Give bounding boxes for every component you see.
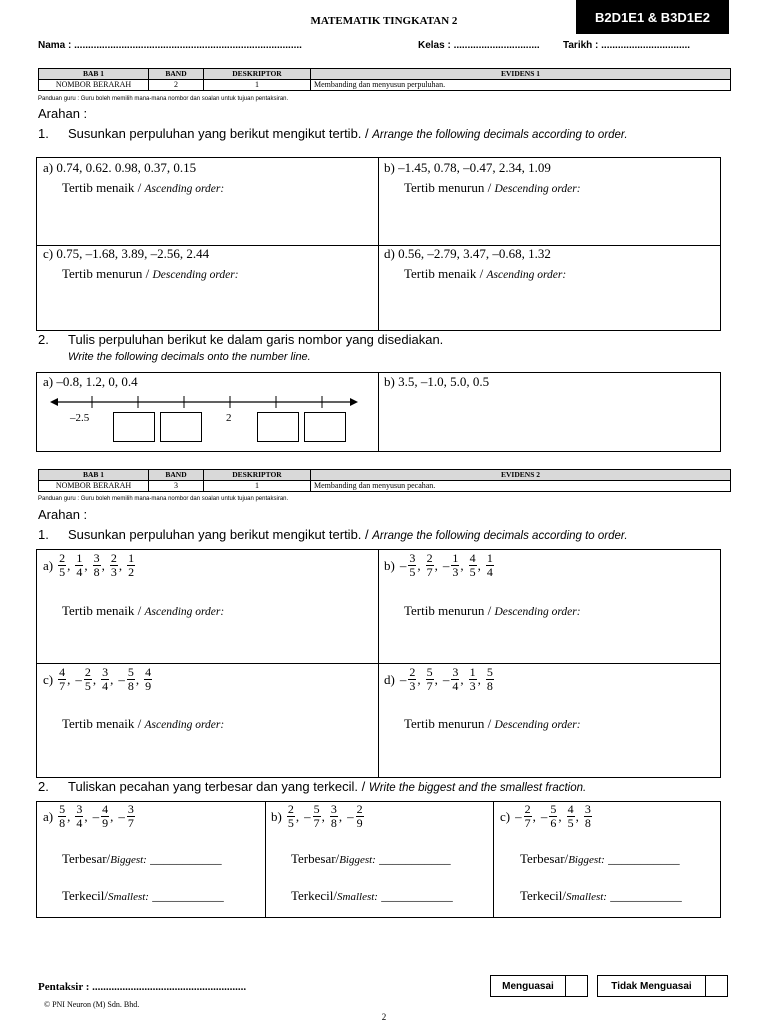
order-instruction: Tertib menurun / Descending order:	[404, 603, 581, 618]
fraction	[127, 552, 135, 579]
question-label: d)	[384, 671, 395, 687]
answer-box[interactable]	[160, 412, 202, 442]
checkbox-cell[interactable]	[565, 976, 587, 996]
minus-sign: –	[442, 671, 450, 687]
denominator: 7	[59, 679, 66, 693]
denominator: 2	[128, 565, 135, 579]
numerator: 5	[313, 802, 320, 816]
fraction	[524, 803, 532, 830]
order-instruction: Tertib menurun / Descending order:	[62, 266, 239, 281]
answer-box[interactable]	[113, 412, 155, 442]
separator: ,	[67, 671, 71, 687]
fraction-question-c	[43, 666, 153, 693]
fraction	[58, 803, 66, 830]
fraction	[451, 552, 459, 579]
fraction-question-d	[384, 666, 495, 693]
fraction	[408, 666, 416, 693]
page-title: MATEMATIK TINGKATAN 2	[310, 15, 458, 27]
numerator: 3	[93, 551, 100, 565]
grid-divider	[378, 372, 379, 452]
denominator: 7	[524, 816, 531, 830]
numerator: 3	[76, 802, 83, 816]
denominator: 8	[584, 816, 591, 830]
tick-label: 2	[226, 412, 232, 424]
minus-sign: –	[442, 557, 450, 573]
fraction	[58, 552, 66, 579]
minus-sign: –	[118, 671, 125, 687]
order-instruction: Tertib menaik / Ascending order:	[62, 716, 225, 731]
band-header-band: BAND	[149, 69, 204, 80]
separator: ,	[477, 671, 481, 687]
minus-sign: –	[75, 671, 82, 687]
grid-divider	[265, 801, 266, 918]
denominator: 9	[145, 679, 152, 693]
band-header-evidens: EVIDENS 2	[311, 470, 731, 481]
fraction	[313, 803, 321, 830]
question-1	[38, 126, 628, 141]
denominator: 7	[127, 816, 134, 830]
band-cell-topic: NOMBOR BERARAH	[39, 80, 149, 91]
numerator: 2	[110, 551, 117, 565]
nama-field: Nama : ..................................................................................	[38, 40, 302, 51]
fraction	[356, 803, 364, 830]
numerator: 4	[102, 802, 109, 816]
fraction-question-a	[43, 552, 136, 579]
fraction	[408, 552, 416, 579]
kelas-field: Kelas : ...............................	[418, 40, 540, 51]
separator: ,	[434, 557, 438, 573]
biggest-smallest-question-a	[43, 803, 136, 830]
denominator: 5	[84, 679, 91, 693]
numerator: 2	[287, 802, 294, 816]
band-table-2	[38, 469, 731, 492]
band-cell-evidence: Membanding dan menyusun perpuluhan.	[311, 80, 731, 91]
denominator: 8	[486, 679, 493, 693]
fraction	[101, 666, 109, 693]
band-header-bab: BAB 1	[39, 470, 149, 481]
numerator: 1	[486, 551, 493, 565]
order-instruction: Tertib menurun / Descending order:	[404, 716, 581, 731]
question-label: b)	[271, 808, 282, 824]
decimal-values: 0.74, 0.62. 0.98, 0.37, 0.15	[56, 160, 197, 175]
denominator: 9	[356, 816, 363, 830]
separator: ,	[575, 808, 579, 824]
separator: ,	[558, 808, 562, 824]
separator: ,	[135, 671, 140, 687]
separator: ,	[434, 671, 438, 687]
fraction	[549, 803, 557, 830]
band-cell-evidence: Membanding dan menyusun pecahan.	[311, 481, 731, 492]
order-instruction: Tertib menaik / Ascending order:	[404, 266, 567, 281]
denominator: 3	[452, 565, 459, 579]
numerator: 5	[550, 802, 557, 816]
numerator: 2	[409, 665, 416, 679]
grid-divider	[378, 157, 379, 331]
decimal-question-d	[384, 246, 551, 262]
numerator: 4	[145, 665, 152, 679]
numerator: 4	[59, 665, 66, 679]
separator: ,	[295, 808, 300, 824]
numerator: 4	[469, 551, 476, 565]
denominator: 6	[550, 816, 557, 830]
denominator: 4	[486, 565, 493, 579]
denominator: 5	[409, 565, 416, 579]
numerator: 1	[76, 551, 83, 565]
fraction	[486, 552, 494, 579]
denominator: 3	[110, 565, 117, 579]
numerator: 2	[426, 551, 433, 565]
band-header-deskriptor: DESKRIPTOR	[204, 69, 311, 80]
numerator: 5	[426, 665, 433, 679]
separator: ,	[321, 808, 325, 824]
numerator: 3	[409, 551, 416, 565]
denominator: 3	[469, 679, 476, 693]
numerator: 5	[59, 802, 66, 816]
denominator: 8	[59, 816, 66, 830]
denominator: 5	[59, 565, 66, 579]
smallest-line: Terkecil/Smallest: ___________	[291, 888, 453, 903]
fraction	[426, 666, 434, 693]
denominator: 8	[93, 565, 100, 579]
band-cell-descriptor: 1	[204, 80, 311, 91]
separator: ,	[67, 808, 71, 824]
order-instruction: Tertib menurun / Descending order:	[404, 180, 581, 195]
fraction	[584, 803, 592, 830]
fraction	[75, 803, 83, 830]
page-number: 2	[381, 1012, 387, 1022]
minus-sign: –	[540, 808, 548, 824]
fraction	[451, 666, 459, 693]
numerator: 2	[356, 802, 363, 816]
numerator: 3	[127, 802, 134, 816]
number-line-question-a: a) –0.8, 1.2, 0, 0.4	[43, 374, 138, 389]
menguasai-checkbox[interactable]	[490, 975, 588, 997]
question-label: c)	[43, 671, 54, 687]
worksheet-code-badge: B2D1E1 & B3D1E2	[576, 0, 729, 34]
fraction	[144, 666, 152, 693]
teacher-note: Panduan guru : Guru boleh memilih mana-mana nombor dan soalan untuk tujuan pentaksiran.	[38, 96, 289, 102]
denominator: 8	[127, 679, 134, 693]
minus-sign: –	[304, 808, 311, 824]
numerator: 2	[84, 665, 91, 679]
instructions-heading: Arahan :	[38, 106, 88, 121]
band-table-1	[38, 68, 731, 91]
question-label: d)	[384, 246, 395, 261]
denominator: 5	[567, 816, 574, 830]
copyright: © PNI Neuron (M) Sdn. Bhd.	[44, 1000, 140, 1009]
numerator: 3	[102, 665, 109, 679]
decimal-values: 0.56, –2.79, 3.47, –0.68, 1.32	[398, 246, 551, 261]
decimal-question-b	[384, 160, 551, 176]
number-line-question-b: b) 3.5, –1.0, 5.0, 0.5	[384, 374, 490, 389]
band-cell-topic: NOMBOR BERARAH	[39, 481, 149, 492]
denominator: 5	[469, 565, 476, 579]
separator: ,	[101, 557, 105, 573]
numerator: 5	[127, 665, 134, 679]
denominator: 7	[426, 679, 433, 693]
separator: ,	[417, 671, 421, 687]
separator: ,	[84, 557, 88, 573]
answer-box[interactable]	[257, 412, 299, 442]
instructions-heading: Arahan :	[38, 507, 88, 522]
order-instruction: Tertib menaik / Ascending order:	[62, 180, 225, 195]
question-label: c)	[43, 246, 54, 261]
fraction	[469, 666, 477, 693]
decimal-question-c	[43, 246, 209, 262]
numerator: 2	[59, 551, 66, 565]
question-text-ms: Susunkan perpuluhan yang berikut mengikut tertib. /	[68, 126, 373, 141]
fraction	[127, 803, 135, 830]
biggest-line: Terbesar/Biggest: ___________	[291, 851, 451, 866]
minus-sign: –	[399, 557, 407, 573]
assessor-field: Pentaksir : ........................................................	[38, 981, 247, 993]
fraction	[469, 552, 477, 579]
fraction	[127, 666, 135, 693]
question-label: a)	[43, 160, 54, 175]
biggest-line: Terbesar/Biggest: ___________	[62, 851, 222, 866]
denominator: 8	[330, 816, 337, 830]
numerator: 2	[524, 802, 531, 816]
separator: ,	[118, 557, 123, 573]
band-header-band: BAND	[149, 470, 204, 481]
band-header-evidens: EVIDENS 1	[311, 69, 731, 80]
question-label: b)	[384, 557, 395, 573]
question-label: b)	[384, 160, 395, 175]
minus-sign: –	[92, 808, 100, 824]
menguasai-label: Menguasai	[502, 980, 554, 992]
minus-sign: –	[399, 671, 407, 687]
answer-box[interactable]	[304, 412, 346, 442]
separator: ,	[417, 557, 421, 573]
grid-divider	[36, 663, 721, 664]
biggest-smallest-question-c	[500, 803, 593, 830]
fraction-question-b	[384, 552, 495, 579]
numerator: 3	[330, 802, 337, 816]
separator: ,	[110, 671, 114, 687]
question-label: a)	[43, 557, 54, 573]
fraction	[101, 803, 109, 830]
fraction	[93, 552, 101, 579]
tidak-menguasai-label: Tidak Menguasai	[611, 980, 692, 992]
separator: ,	[67, 557, 71, 573]
denominator: 4	[452, 679, 459, 693]
checkbox-cell[interactable]	[705, 976, 727, 996]
number-line	[50, 392, 360, 412]
minus-sign: –	[515, 808, 522, 824]
question-2-fractions: 2. Tuliskan pecahan yang terbesar dan yang terkecil. / Write the biggest and the smallest fraction.	[38, 779, 587, 794]
fraction	[287, 803, 295, 830]
separator: ,	[532, 808, 536, 824]
teacher-note: Panduan guru : Guru boleh memilih mana-mana nombor dan soalan untuk tujuan pentaksiran.	[38, 496, 289, 502]
denominator: 5	[287, 816, 294, 830]
separator: ,	[92, 671, 97, 687]
grid-divider	[493, 801, 494, 918]
numerator: 5	[486, 665, 493, 679]
arrow-left-icon	[50, 398, 58, 406]
fraction	[84, 666, 92, 693]
question-number: 1.	[38, 126, 49, 141]
numerator: 1	[469, 665, 476, 679]
minus-sign: –	[118, 808, 125, 824]
question-label: c)	[500, 808, 511, 824]
denominator: 4	[76, 816, 83, 830]
separator: ,	[110, 808, 114, 824]
question-2: 2. Tulis perpuluhan berikut ke dalam garis nombor yang disediakan.	[38, 332, 444, 347]
numerator: 3	[584, 802, 591, 816]
order-instruction: Tertib menaik / Ascending order:	[62, 603, 225, 618]
biggest-line: Terbesar/Biggest: ___________	[520, 851, 680, 866]
band-header-bab: BAB 1	[39, 69, 149, 80]
tick-label: –2.5	[70, 412, 90, 424]
denominator: 4	[76, 565, 83, 579]
separator: ,	[460, 557, 464, 573]
question-2-en: Write the following decimals onto the number line.	[68, 351, 311, 363]
question-text-en: Arrange the following decimals according to order.	[372, 129, 628, 141]
numerator: 1	[128, 551, 135, 565]
tarikh-field: Tarikh : ................................	[563, 40, 691, 51]
denominator: 4	[102, 679, 109, 693]
band-cell-band: 3	[149, 481, 204, 492]
biggest-smallest-question-b	[271, 803, 365, 830]
separator: ,	[338, 808, 343, 824]
decimal-values: 0.75, –1.68, 3.89, –2.56, 2.44	[56, 246, 210, 261]
fraction	[58, 666, 66, 693]
numerator: 3	[452, 665, 459, 679]
fraction	[567, 803, 575, 830]
band-cell-band: 2	[149, 80, 204, 91]
numerator: 4	[567, 802, 574, 816]
band-header-deskriptor: DESKRIPTOR	[204, 470, 311, 481]
question-1-fractions: 1. Susunkan perpuluhan yang berikut mengikut tertib. / Arrange the following decimals according to order.	[38, 527, 628, 542]
decimal-question-a	[43, 160, 196, 176]
minus-sign: –	[347, 808, 354, 824]
fraction	[75, 552, 83, 579]
numerator: 1	[452, 551, 459, 565]
denominator: 7	[426, 565, 433, 579]
fraction	[330, 803, 338, 830]
fraction	[426, 552, 434, 579]
arrow-right-icon	[350, 398, 358, 406]
denominator: 7	[313, 816, 320, 830]
fraction	[486, 666, 494, 693]
decimal-values: –1.45, 0.78, –0.47, 2.34, 1.09	[398, 160, 551, 175]
fraction	[110, 552, 118, 579]
separator: ,	[84, 808, 88, 824]
denominator: 9	[102, 816, 109, 830]
smallest-line: Terkecil/Smallest: ___________	[520, 888, 682, 903]
separator: ,	[460, 671, 464, 687]
denominator: 3	[409, 679, 416, 693]
band-cell-descriptor: 1	[204, 481, 311, 492]
separator: ,	[477, 557, 481, 573]
question-label: a)	[43, 808, 54, 824]
smallest-line: Terkecil/Smallest: ___________	[62, 888, 224, 903]
tidak-menguasai-checkbox[interactable]	[597, 975, 728, 997]
